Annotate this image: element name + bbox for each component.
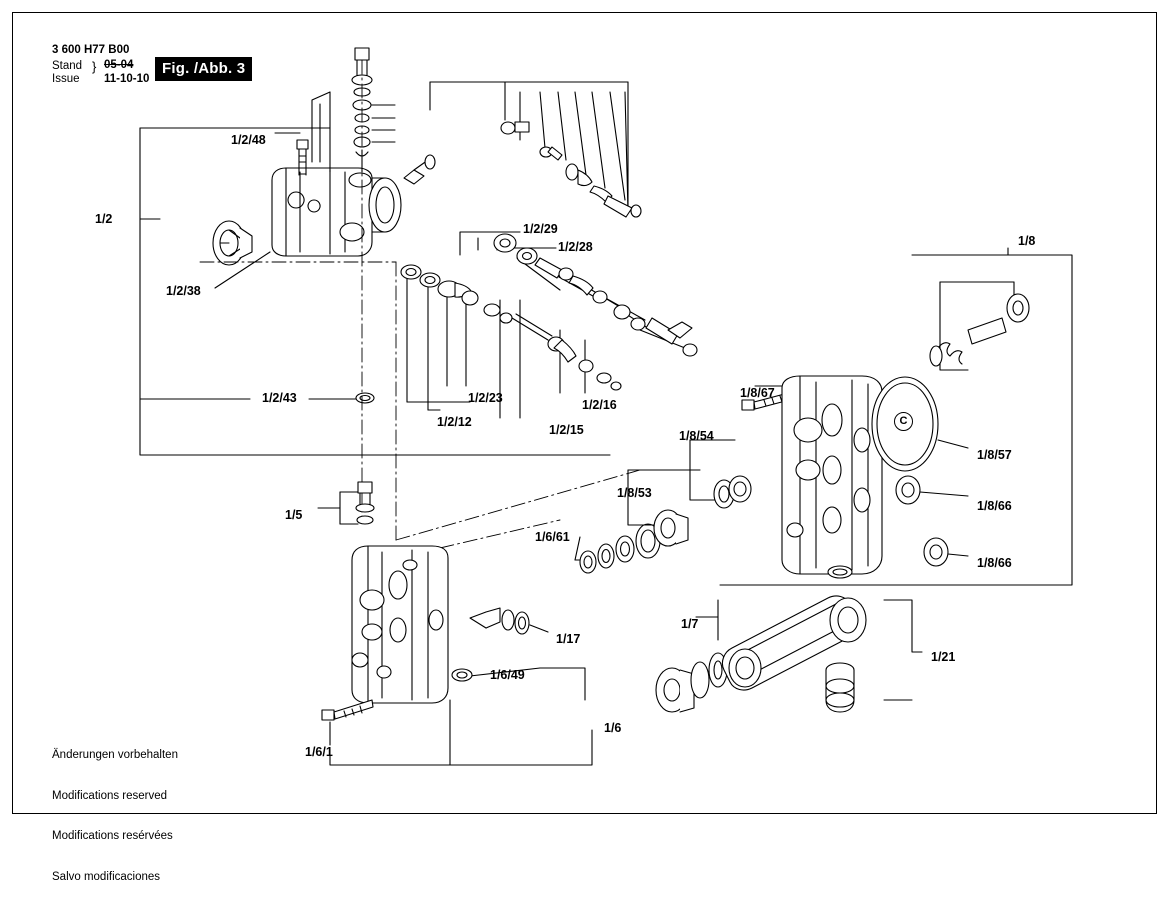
callout-1-6: 1/6 — [604, 721, 622, 735]
bracket-group-1-2 — [140, 128, 610, 455]
callout-1-2-15: 1/2/15 — [549, 423, 584, 437]
callout-1-8-66-upper: 1/8/66 — [977, 499, 1012, 513]
callout-1-6-1: 1/6/1 — [305, 745, 333, 759]
callout-1-8-53: 1/8/53 — [617, 486, 652, 500]
callout-1-7: 1/7 — [681, 617, 699, 631]
callout-1-6-49: 1/6/49 — [490, 668, 525, 682]
callout-1-2-48: 1/2/48 — [231, 133, 266, 147]
issue-label: Issue — [52, 73, 80, 85]
callout-1-2-16: 1/2/16 — [582, 398, 617, 412]
note-en: Modifications reserved — [52, 789, 168, 802]
callout-1-5: 1/5 — [285, 508, 303, 522]
callout-1-6-61: 1/6/61 — [535, 530, 570, 544]
issue-date: 11-10-10 — [104, 73, 150, 85]
callout-1-8-67: 1/8/67 — [740, 386, 775, 400]
stand-label: Stand — [52, 60, 83, 72]
note-fr: Modifications resérvées — [52, 830, 173, 842]
callout-1-2-12: 1/2/12 — [437, 415, 472, 429]
callout-1-17: 1/17 — [556, 632, 581, 646]
c-circle-mark: C — [894, 412, 913, 431]
callout-1-8-54: 1/8/54 — [679, 429, 714, 443]
part-number: 3 600 H77 B00 — [52, 44, 130, 56]
callout-1-2: 1/2 — [95, 212, 113, 226]
superseded-date-text: 05-04 — [104, 59, 134, 71]
modification-notes — [52, 722, 178, 911]
figure-badge: Fig. /Abb. 3 — [155, 57, 252, 81]
header-brace: } — [92, 59, 97, 74]
callout-1-2-38: 1/2/38 — [166, 284, 201, 298]
callout-1-2-43: 1/2/43 — [262, 391, 297, 405]
callout-1-2-29: 1/2/29 — [523, 222, 558, 236]
note-de: Änderungen vorbehalten — [52, 749, 178, 761]
callout-1-8: 1/8 — [1018, 234, 1036, 248]
callout-1-8-57: 1/8/57 — [977, 448, 1012, 462]
note-es: Salvo modificaciones — [52, 870, 161, 883]
callout-1-2-23: 1/2/23 — [468, 391, 503, 405]
callout-1-21: 1/21 — [931, 650, 956, 664]
callout-1-2-28: 1/2/28 — [558, 240, 593, 254]
callout-1-8-66-lower: 1/8/66 — [977, 556, 1012, 570]
